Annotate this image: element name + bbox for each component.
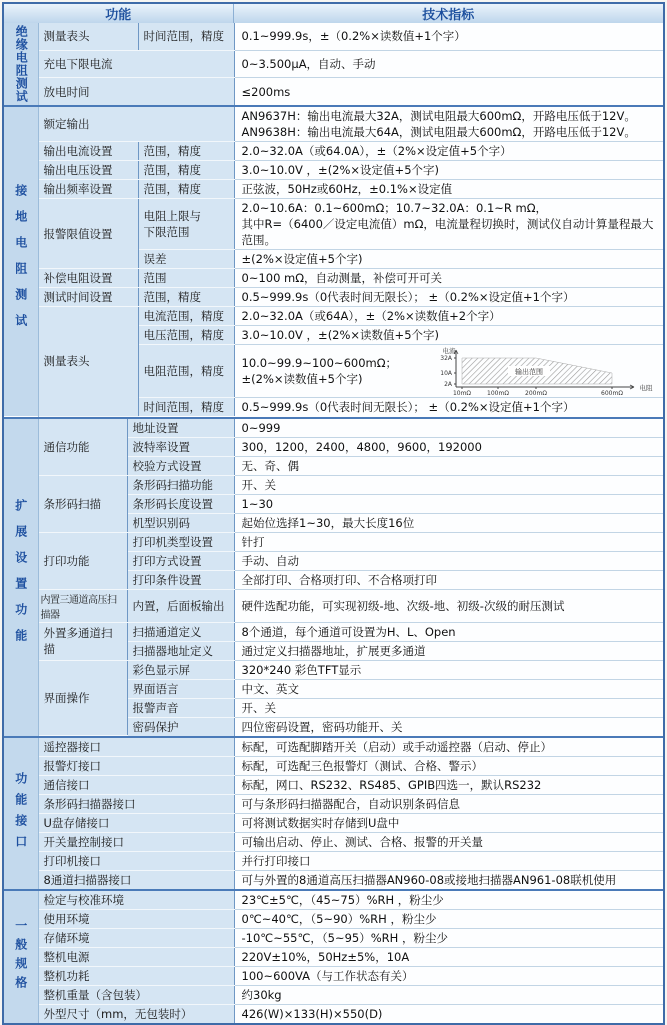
table-row bbox=[4, 307, 663, 326]
spec-value: 起始位选择1~30，最大长度16位 bbox=[234, 513, 663, 532]
function-name: 报警限值设置 bbox=[38, 199, 138, 269]
spec-value: 四位密码设置，密码功能开、关 bbox=[234, 717, 663, 736]
spec-value: ≤200ms bbox=[234, 78, 663, 105]
table-row bbox=[4, 890, 663, 910]
function-sub-item: 范围，精度 bbox=[138, 180, 234, 199]
table-row bbox=[4, 78, 663, 105]
spec-value: 标配，可选配脚踏开关（启动）或手动遥控器（启动、停止） bbox=[234, 737, 663, 757]
function-sub-item: 电阻范围，精度 bbox=[138, 345, 234, 398]
spec-value: 0.1~999.9s，±（0.2%×读数值+1个字） bbox=[234, 23, 663, 50]
svg-text:电流: 电流 bbox=[442, 347, 455, 355]
spec-value: 并行打印接口 bbox=[234, 852, 663, 871]
spec-value: 手动、自动 bbox=[234, 551, 663, 570]
header-function-column: 功能 bbox=[4, 4, 233, 23]
function-name: 整机功耗 bbox=[38, 967, 234, 986]
function-sub-item: 波特率设置 bbox=[127, 437, 234, 456]
function-name: 整机重量（含包装） bbox=[38, 986, 234, 1005]
function-name: 补偿电阻设置 bbox=[38, 269, 138, 288]
function-sub-item: 范围，精度 bbox=[138, 142, 234, 161]
spec-value: 标配，网口、RS232、RS485、GPIB四选一，默认RS232 bbox=[234, 776, 663, 795]
function-sub-item: 电阻上限与 下限范围 bbox=[138, 199, 234, 250]
spec-value: 全部打印、合格项打印、不合格项打印 bbox=[234, 570, 663, 589]
svg-text:10A: 10A bbox=[439, 370, 452, 377]
function-name: 输出电流设置 bbox=[38, 142, 138, 161]
spec-value: 2.0~32.0A（或64.0A），±（2%×设定值+5个字） bbox=[234, 142, 663, 161]
table-row bbox=[4, 929, 663, 948]
function-sub-item: 时间范围，精度 bbox=[138, 23, 234, 50]
spec-value: 426(W)×133(H)×550(D) bbox=[234, 1005, 663, 1024]
table-row bbox=[4, 180, 663, 199]
function-name: 通信接口 bbox=[38, 776, 234, 795]
function-sub-item: 机型识别码 bbox=[127, 513, 234, 532]
spec-value: 正弦波，50Hz或60Hz，±0.1%×设定值 bbox=[234, 180, 663, 199]
function-sub-item: 电流范围，精度 bbox=[138, 307, 234, 326]
spec-value: 23℃±5℃，（45~75）%RH ，粉尘少 bbox=[234, 890, 663, 910]
spec-value: 约30kg bbox=[234, 986, 663, 1005]
function-name: 整机电源 bbox=[38, 948, 234, 967]
table-row bbox=[4, 776, 663, 795]
spec-value: 3.0~10.0V ，±(2%×设定值+5个字) bbox=[234, 161, 663, 180]
function-sub-item: 误差 bbox=[138, 250, 234, 269]
spec-value: 可输出启动、停止、测试、合格、报警的开关量 bbox=[234, 833, 663, 852]
resistance-range-text: 10.0~99.9~100~600mΩ； ±(2%×读数值+5个字) bbox=[241, 356, 398, 386]
spec-value: 0.5~999.9s（0代表时间无限长）； ±（0.2%×设定值+1个字） bbox=[234, 288, 663, 307]
table-row bbox=[4, 737, 663, 757]
svg-text:600mΩ: 600mΩ bbox=[600, 390, 623, 397]
function-name: 打印功能 bbox=[38, 532, 127, 589]
table-row bbox=[4, 269, 663, 288]
function-name: 测量表头 bbox=[38, 23, 138, 50]
function-sub-item: 范围，精度 bbox=[138, 288, 234, 307]
spec-value: 可与外置的8通道高压扫描器AN960-08或接地扫描器AN961-08联机使用 bbox=[234, 871, 663, 890]
section-table-general-specs bbox=[4, 889, 663, 1023]
function-sub-item: 地址设置 bbox=[127, 418, 234, 438]
spec-value: 无、奇、偶 bbox=[234, 456, 663, 475]
table-row bbox=[4, 622, 663, 641]
function-sub-item: 界面语言 bbox=[127, 679, 234, 698]
function-sub-item: 打印方式设置 bbox=[127, 551, 234, 570]
function-sub-item: 打印条件设置 bbox=[127, 570, 234, 589]
spec-value: 0.5~999.9s（0代表时间无限长）； ±（0.2%×设定值+1个字） bbox=[234, 398, 663, 417]
resistance-range-cell bbox=[242, 346, 657, 396]
function-sub-item: 报警声音 bbox=[127, 698, 234, 717]
table-row bbox=[4, 4, 663, 23]
svg-text:10mΩ: 10mΩ bbox=[452, 390, 471, 397]
function-sub-item: 内置，后面板输出 bbox=[127, 589, 234, 622]
function-name: 条形码扫描 bbox=[38, 475, 127, 532]
function-sub-item: 电压范围，精度 bbox=[138, 326, 234, 345]
function-name: 存储环境 bbox=[38, 929, 234, 948]
table-row bbox=[4, 948, 663, 967]
table-row bbox=[4, 475, 663, 494]
table-row bbox=[4, 288, 663, 307]
output-range-chart bbox=[416, 346, 664, 396]
spec-value: 320*240 彩色TFT显示 bbox=[234, 660, 663, 679]
table-row bbox=[4, 871, 663, 890]
svg-text:200mΩ: 200mΩ bbox=[524, 390, 547, 397]
table-row bbox=[4, 106, 663, 142]
output-range-chart-svg bbox=[416, 346, 664, 396]
spec-value: 2.0~10.6A：0.1~600mΩ；10.7~32.0A：0.1~R mΩ， 其中R=（6400／设定电流值）mΩ，电流量程切换时，测试仪自动计算量程最大范围。 bbox=[234, 199, 663, 250]
header-spec-column: 技术指标 bbox=[233, 4, 663, 23]
function-name: 通信功能 bbox=[38, 418, 127, 476]
function-sub-item: 范围 bbox=[138, 269, 234, 288]
table-row bbox=[4, 910, 663, 929]
spec-value: 可将测试数据实时存储到U盘中 bbox=[234, 814, 663, 833]
table-row bbox=[4, 23, 663, 50]
function-name: 充电下限电流 bbox=[38, 50, 234, 78]
function-name: 使用环境 bbox=[38, 910, 234, 929]
section-table-insulation-resistance-test bbox=[4, 23, 663, 105]
table-row bbox=[4, 418, 663, 438]
spec-value: 2.0~32.0A（或64A），±（2%×读数值+2个字） bbox=[234, 307, 663, 326]
spec-value: 220V±10%，50Hz±5%，10A bbox=[234, 948, 663, 967]
spec-value: 0~100 mΩ，自动测量，补偿可开可关 bbox=[234, 269, 663, 288]
function-sub-item: 扫描器地址定义 bbox=[127, 641, 234, 660]
function-name: 外置多通道扫描 bbox=[38, 622, 127, 660]
function-name: 打印机接口 bbox=[38, 852, 234, 871]
table-row bbox=[4, 795, 663, 814]
function-name: 内置三通道高压扫描器 bbox=[38, 589, 127, 622]
section-label-function-interfaces: 功能接口 bbox=[4, 737, 38, 889]
function-name: U盘存储接口 bbox=[38, 814, 234, 833]
spec-sections bbox=[4, 23, 663, 1023]
section-label-ground-resistance-test: 接地电阻测试 bbox=[4, 106, 38, 416]
svg-text:输出范围: 输出范围 bbox=[514, 368, 543, 376]
function-name: 开关量控制接口 bbox=[38, 833, 234, 852]
svg-text:100mΩ: 100mΩ bbox=[486, 390, 509, 397]
function-name: 8通道扫描器接口 bbox=[38, 871, 234, 890]
section-table-function-interfaces bbox=[4, 736, 663, 889]
table-row bbox=[4, 833, 663, 852]
spec-value-with-chart bbox=[234, 345, 663, 398]
function-name: 报警灯接口 bbox=[38, 757, 234, 776]
section-table-extended-settings bbox=[4, 417, 663, 737]
spec-value: 100~600VA（与工作状态有关） bbox=[234, 967, 663, 986]
spec-value: 0℃~40℃，（5~90）%RH ，粉尘少 bbox=[234, 910, 663, 929]
function-name: 额定输出 bbox=[38, 106, 234, 142]
spec-value: 通过定义扫描器地址，扩展更多通道 bbox=[234, 641, 663, 660]
table-row bbox=[4, 142, 663, 161]
function-sub-item: 时间范围，精度 bbox=[138, 398, 234, 417]
svg-text:电阻: 电阻 bbox=[639, 384, 652, 392]
function-sub-item: 密码保护 bbox=[127, 717, 234, 736]
section-label-extended-settings: 扩展设置功能 bbox=[4, 418, 38, 736]
spec-value: ±(2%×设定值+5个字) bbox=[234, 250, 663, 269]
spec-value: -10℃~55℃，（5~95）%RH ，粉尘少 bbox=[234, 929, 663, 948]
table-row bbox=[4, 199, 663, 250]
spec-value: AN9637H：输出电流最大32A，测试电阻最大600mΩ，开路电压低于12V。 AN9638H：输出电流最大64A，测试电阻最大600mΩ，开路电压低于12V。 bbox=[234, 106, 663, 142]
function-sub-item: 彩色显示屏 bbox=[127, 660, 234, 679]
spec-value: 标配，可选配三色报警灯（测试、合格、警示） bbox=[234, 757, 663, 776]
spec-value: 0~3.500μA，自动、手动 bbox=[234, 50, 663, 78]
function-name: 输出频率设置 bbox=[38, 180, 138, 199]
spec-value: 300，1200，2400，4800，9600，192000 bbox=[234, 437, 663, 456]
function-name: 输出电压设置 bbox=[38, 161, 138, 180]
spec-value: 3.0~10.0V ，±(2%×读数值+5个字) bbox=[234, 326, 663, 345]
function-sub-item: 范围，精度 bbox=[138, 161, 234, 180]
spec-value: 0~999 bbox=[234, 418, 663, 438]
table-header-row bbox=[4, 4, 663, 23]
table-row bbox=[4, 852, 663, 871]
function-sub-item: 打印机类型设置 bbox=[127, 532, 234, 551]
table-row bbox=[4, 589, 663, 622]
table-row bbox=[4, 1005, 663, 1024]
function-sub-item: 条形码长度设置 bbox=[127, 494, 234, 513]
function-name: 外型尺寸（mm，无包装时） bbox=[38, 1005, 234, 1024]
section-label-general-specs: 一般规格 bbox=[4, 890, 38, 1023]
table-row bbox=[4, 814, 663, 833]
function-sub-item: 条形码扫描功能 bbox=[127, 475, 234, 494]
function-name: 放电时间 bbox=[38, 78, 234, 105]
function-name: 测量表头 bbox=[38, 307, 138, 417]
spec-value: 针打 bbox=[234, 532, 663, 551]
function-name: 界面操作 bbox=[38, 660, 127, 736]
function-sub-item: 校验方式设置 bbox=[127, 456, 234, 475]
spec-value: 硬件选配功能，可实现初级-地、次级-地、初级-次级的耐压测试 bbox=[234, 589, 663, 622]
spec-value: 可与条形码扫描器配合，自动识别条码信息 bbox=[234, 795, 663, 814]
spec-table-wrapper bbox=[2, 2, 665, 1025]
section-table-ground-resistance-test bbox=[4, 105, 663, 417]
function-name: 测试时间设置 bbox=[38, 288, 138, 307]
function-name: 遥控器接口 bbox=[38, 737, 234, 757]
table-row bbox=[4, 161, 663, 180]
svg-text:2A: 2A bbox=[443, 381, 452, 388]
table-row bbox=[4, 986, 663, 1005]
function-sub-item: 扫描通道定义 bbox=[127, 622, 234, 641]
table-row bbox=[4, 50, 663, 78]
spec-value: 8个通道，每个通道可设置为H、L、Open bbox=[234, 622, 663, 641]
function-name: 检定与校准环境 bbox=[38, 890, 234, 910]
table-row bbox=[4, 532, 663, 551]
spec-value: 中文、英文 bbox=[234, 679, 663, 698]
spec-value: 开、关 bbox=[234, 475, 663, 494]
spec-value: 开、关 bbox=[234, 698, 663, 717]
svg-text:32A: 32A bbox=[439, 355, 452, 362]
section-label-insulation-resistance-test: 绝缘电阻测试 bbox=[4, 23, 38, 105]
table-row bbox=[4, 757, 663, 776]
table-row bbox=[4, 660, 663, 679]
function-name: 条形码扫描器接口 bbox=[38, 795, 234, 814]
table-row bbox=[4, 967, 663, 986]
spec-value: 1~30 bbox=[234, 494, 663, 513]
